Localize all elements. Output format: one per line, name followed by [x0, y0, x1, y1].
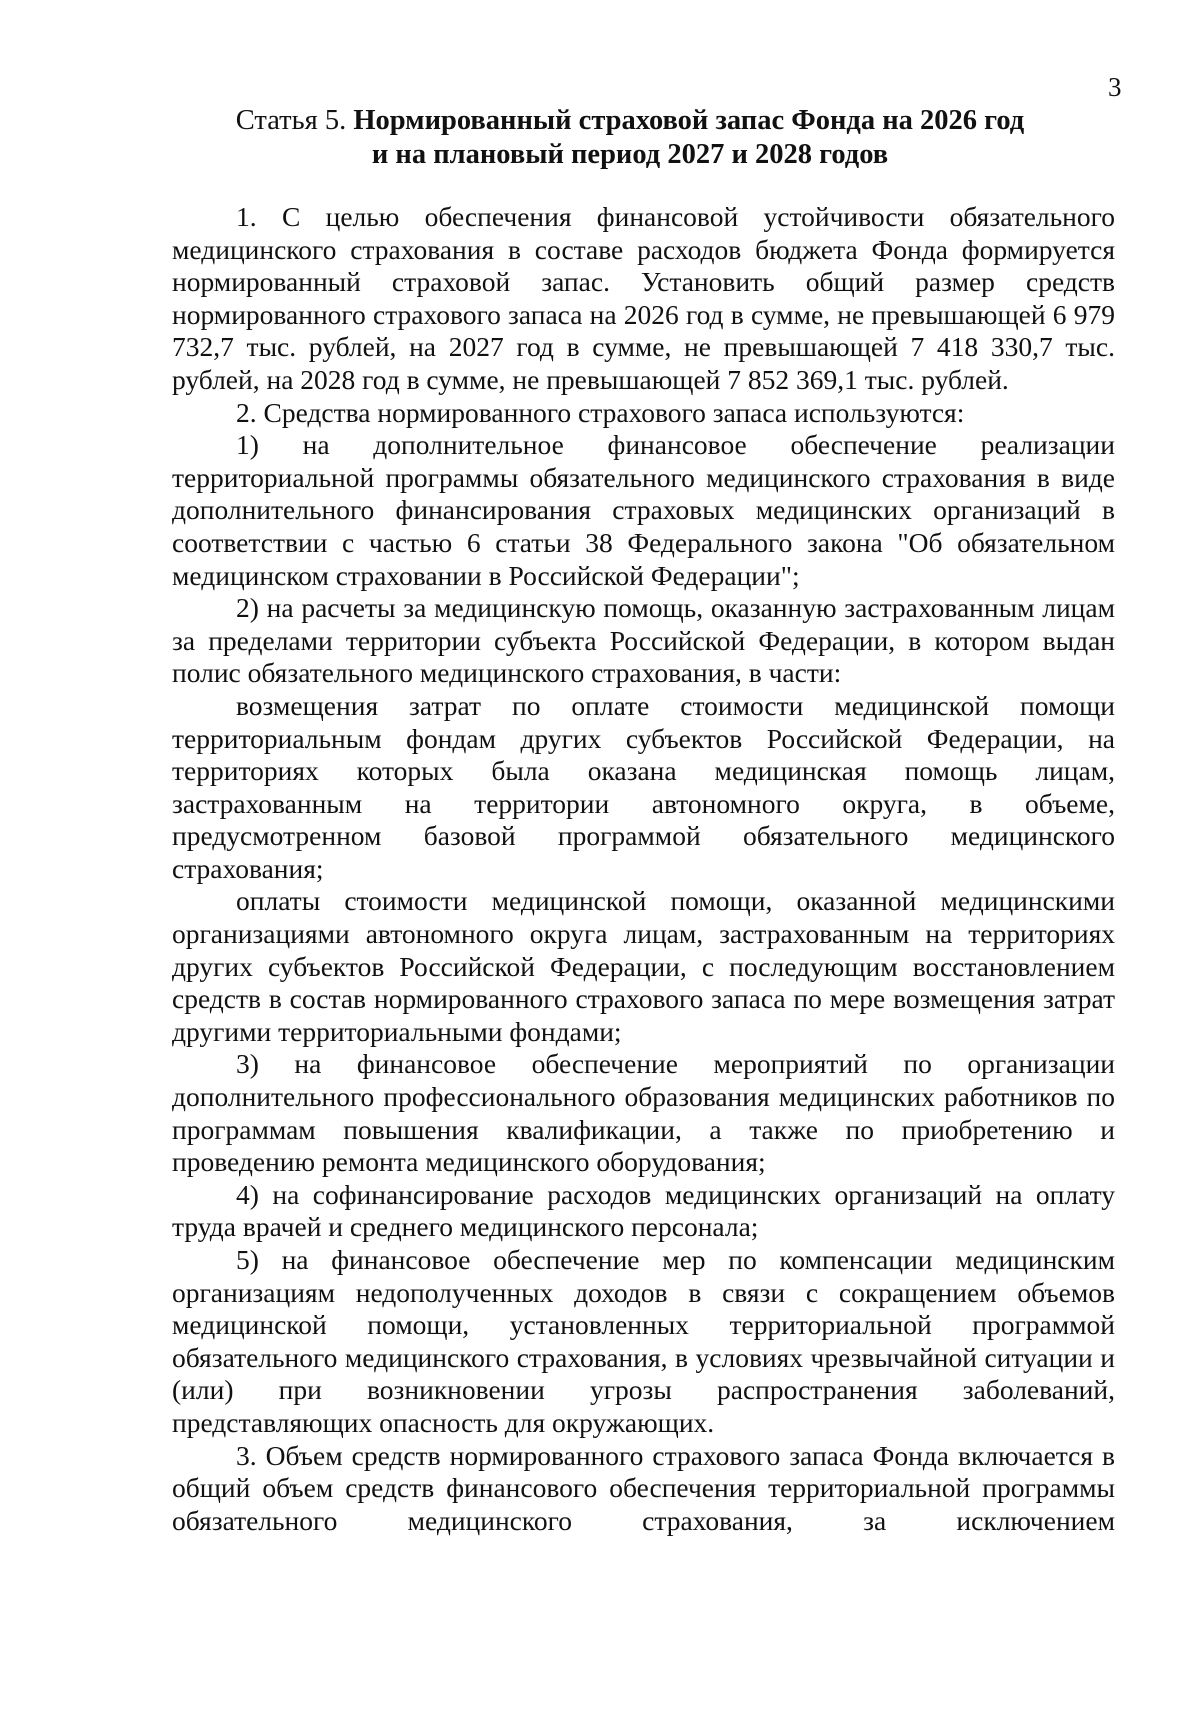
article-heading [220, 104, 1040, 172]
paragraph: оплаты стоимости медицинской помощи, оказанной медицинскими организациями автономного округа лицам, застрахованным на территориях других субъектов Российской Федерации, с последующим восстановлением средств в состав нормированного страхового запаса по мере возмещения затрат другими территориальными фондами; [172, 885, 1115, 1047]
paragraph: 5) на финансовое обеспечение мер по компенсации медицинским организациям недополученных доходов в связи с сокращением объемов медицинской помощи, установленных территориальной программой обязательного медицинского страхования, в условиях чрезвычайной ситуации и (или) при возникновении угрозы распространения заболеваний, представляющих опасность для окружающих. [172, 1244, 1115, 1438]
paragraph: 4) на софинансирование расходов медицинских организаций на оплату труда врачей и среднего медицинского персонала; [172, 1178, 1115, 1243]
paragraph: 3) на финансовое обеспечение мероприятий по организации дополнительного профессионального образования медицинских работников по программам повышения квалификации, а также по приобретению и проведению ремонта медицинского оборудования; [172, 1048, 1115, 1178]
paragraph: возмещения затрат по оплате стоимости медицинской помощи территориальным фондам других субъектов Российской Федерации, на территориях которых была оказана медицинская помощь лицам, застрахованным на территории автономного округа, в объеме, предусмотренном базовой программой обязательного медицинского страхования; [172, 689, 1115, 884]
article-title-line1: Нормированный страховой запас Фонда на 2026 год [353, 105, 1025, 136]
article-title-line2: и на плановый период 2027 и 2028 годов [371, 139, 889, 170]
paragraph: 2) на расчеты за медицинскую помощь, оказанную застрахованным лицам за пределами территории субъекта Российской Федерации, в котором выдан полис обязательного медицинского страхования, в части: [172, 592, 1115, 689]
paragraph: 2. Средства нормированного страхового запаса используются: [236, 396, 965, 428]
paragraph: 3. Объем средств нормированного страхового запаса Фонда включается в общий объем средств финансового обеспечения территориальной программы обязательного медицинского страхования, за исключением [172, 1439, 1115, 1536]
paragraph: 1) на дополнительное финансовое обеспечение реализации территориальной программы обязательного медицинского страхования в виде дополнительного финансирования страховых медицинских организаций в соответствии с частью 6 статьи 38 Федерального закона "Об обязательном медицинском страховании в Российской Федерации"; [172, 429, 1115, 591]
page-number: 3 [1108, 72, 1122, 102]
article-body [172, 201, 1115, 1537]
article-number: Статья 5. [235, 105, 347, 136]
paragraph: 1. С целью обеспечения финансовой устойчивости обязательного медицинского страхования в составе расходов бюджета Фонда формируется нормированный страховой запас. Установить общий размер средств нормированного страхового запаса на 2026 год в сумме, не превышающей 6 979 732,7 тыс. рублей, на 2027 год в сумме, не превышающей 7 418 330,7 тыс. рублей, на 2028 год в сумме, не превышающей 7 852 369,1 тыс. рублей. [172, 201, 1115, 395]
